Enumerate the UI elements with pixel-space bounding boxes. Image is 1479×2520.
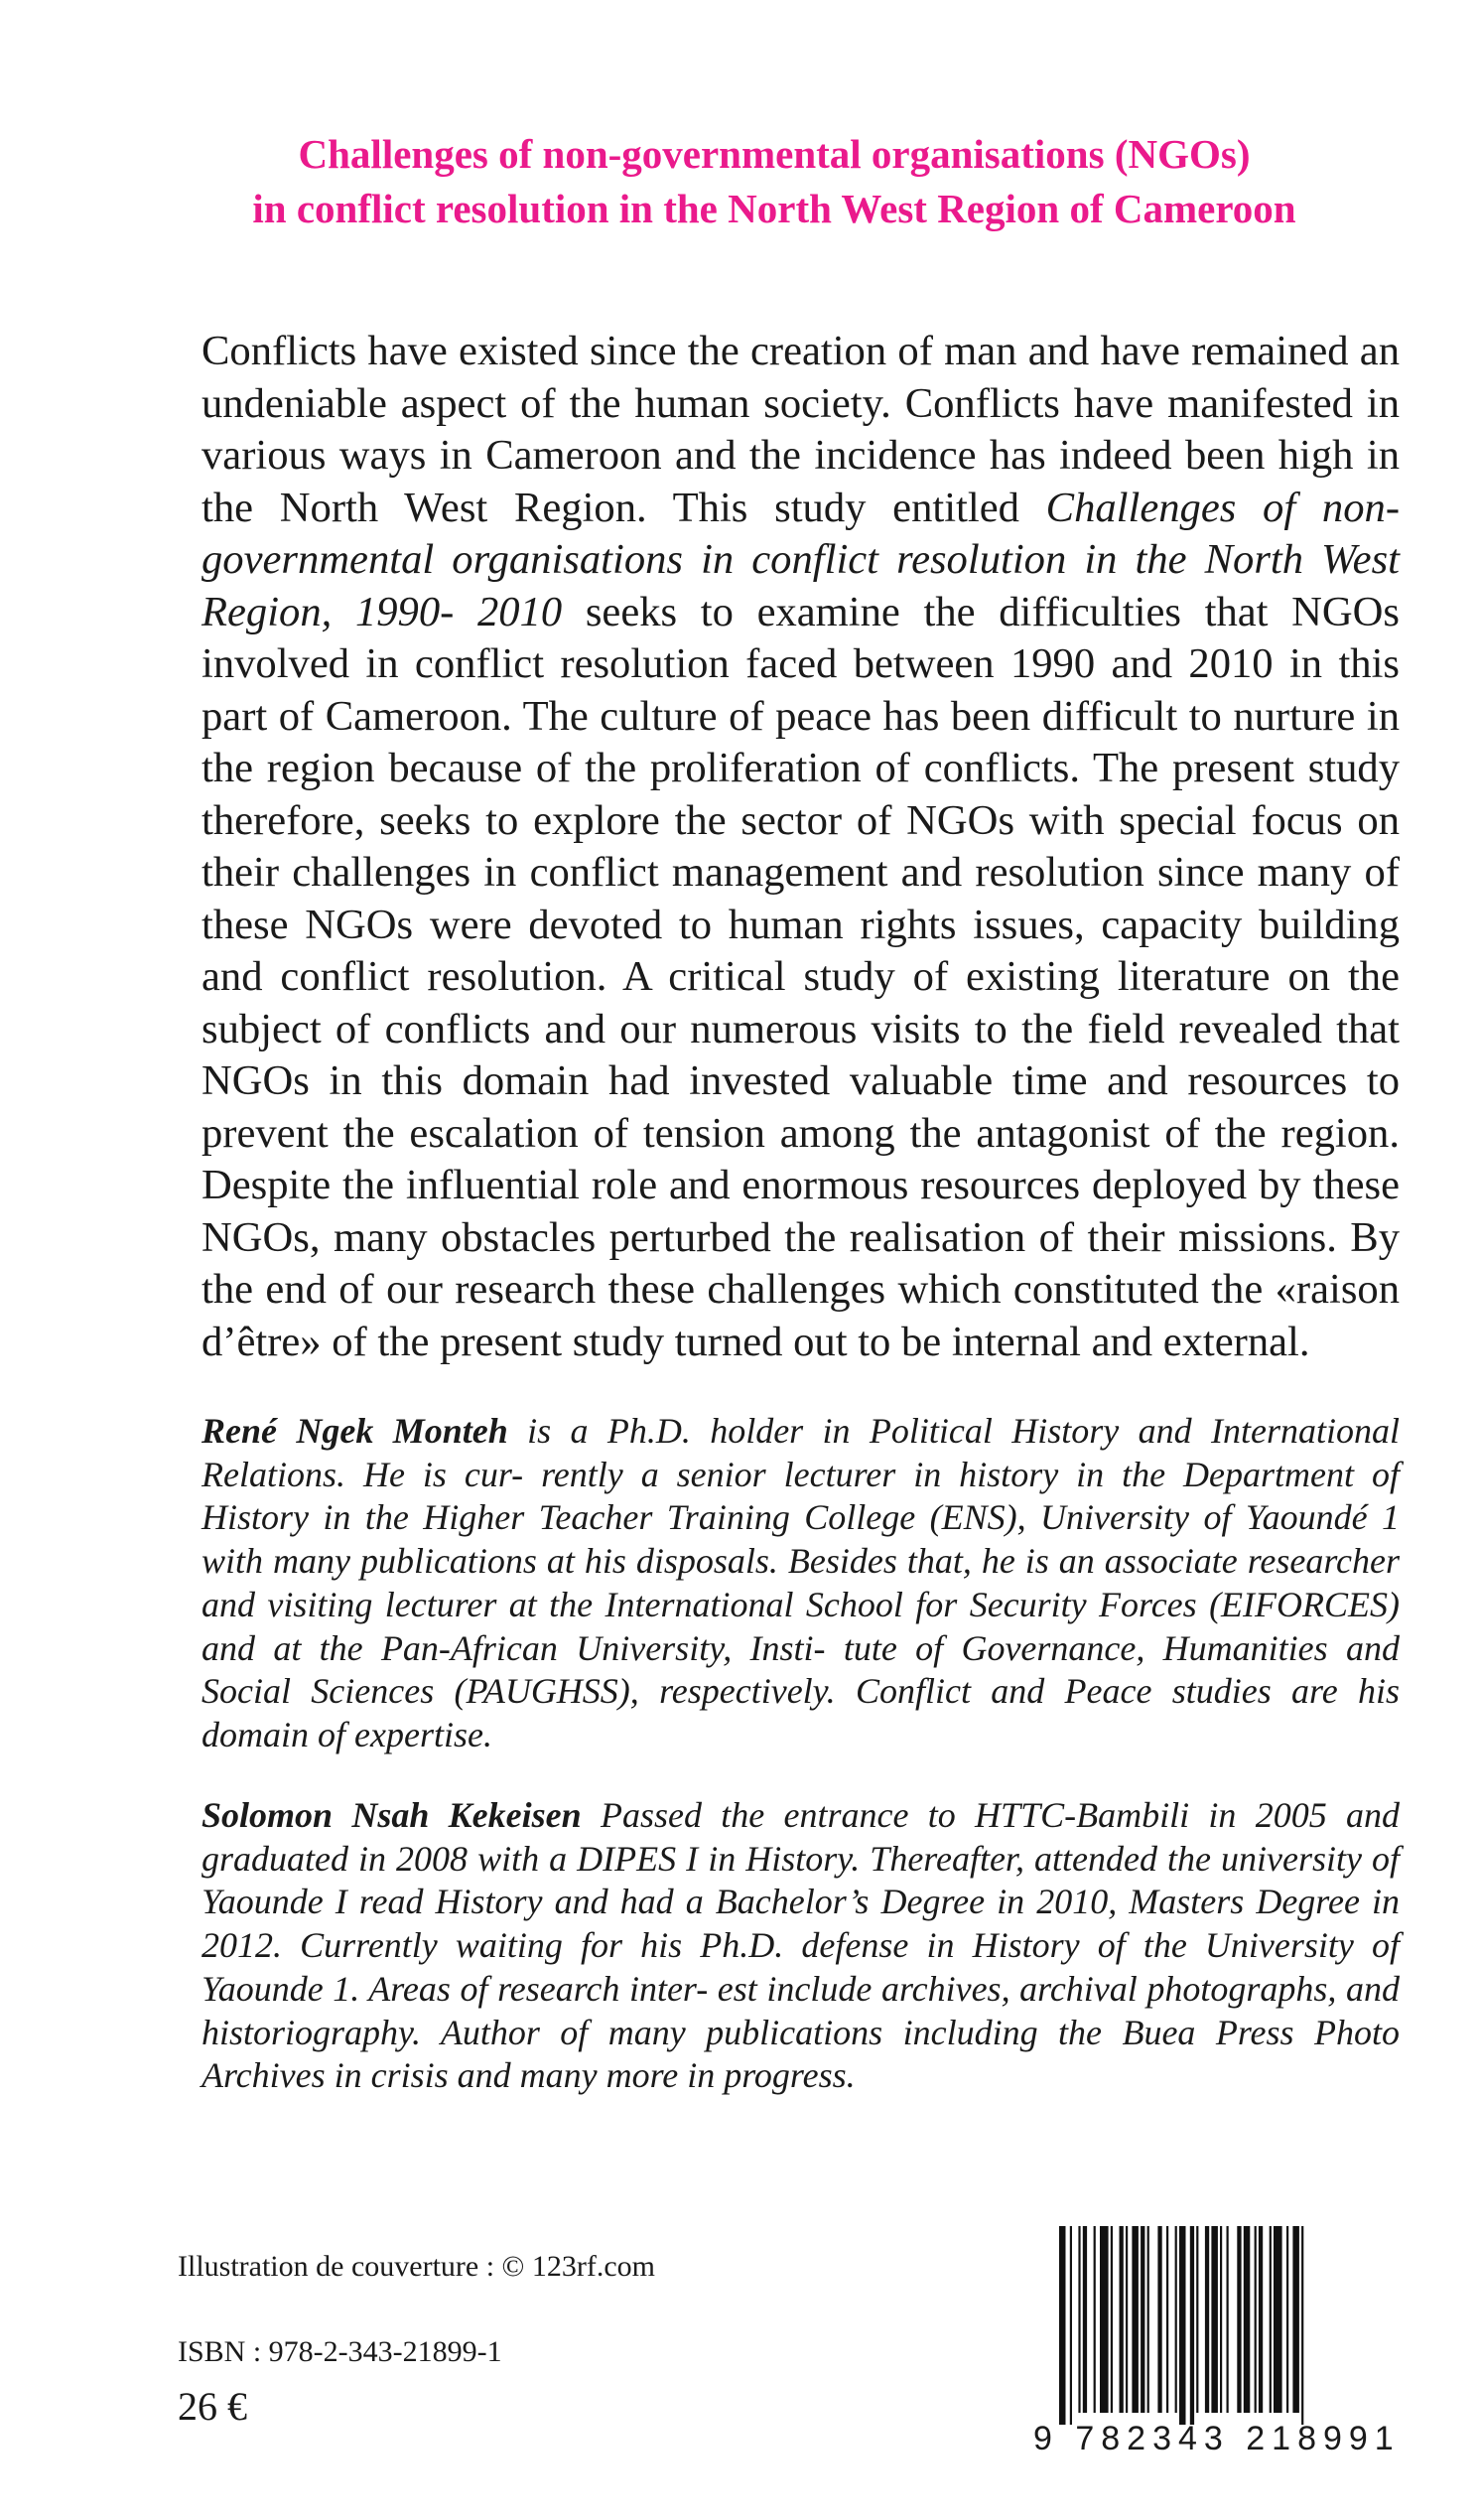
abstract-paragraph <box>202 326 1400 1368</box>
author-bio-1 <box>202 1410 1400 1757</box>
author-name-1: René Ngek Monteh <box>202 1411 508 1451</box>
barcode-bars <box>1033 2226 1401 2425</box>
author-bio-text-2: Passed the entrance to HTTC-Bambili in 2005 and graduated in 2008 with a DIPES I in History. Thereafter, attended the university of Yaounde I read History and had a Bachelor’s Degree in 2010, Masters Degree in 2012. Currently waiting for his Ph.D. defense in History of the University of Yaounde 1. Areas of research inter- est include archives, archival photographs, and historiography. Author of many publications including the Buea Press Photo Archives in crisis and many more in progress. <box>202 1795 1400 2096</box>
abstract-text-2: seeks to examine the difficulties that NGOs involved in conflict resolution faced between 1990 and 2010 in this part of Cameroon. The culture of peace has been difficult to nurture in the region because of the proliferation of conflicts. The present study therefore, seeks to explore the sector of NGOs with special focus on their challenges in conflict management and resolution since many of these NGOs were devoted to human rights issues, capacity building and conflict resolution. A critical study of existing literature on the subject of conflicts and our numerous visits to the field revealed that NGOs in this domain had invested valuable time and resources to prevent the escalation of tension among the antagonist of the region. Despite the influential role and enormous resources deployed by these NGOs, many obstacles perturbed the realisation of their missions. By the end of our research these challenges which constituted the «raison d’être» of the present study turned out to be internal and external. <box>202 588 1400 1365</box>
author-bio-2 <box>202 1794 1400 2098</box>
author-bio-text-1: is a Ph.D. holder in Political History and International Relations. He is cur- rently a senior lecturer in history in the Department of History in the Higher Teacher Training College (ENS), University of Yaoundé 1 with many publications at his disposals. Besides that, he is an associate researcher and visiting lecturer at the International School for Security Forces (EIFORCES) and at the Pan-African University, Insti- tute of Governance, Humanities and Social Sciences (PAUGHSS), respectively. Conflict and Peace studies are his domain of expertise. <box>202 1411 1400 1754</box>
isbn-label: ISBN : 978-2-343-21899-1 <box>178 2335 502 2368</box>
barcode-image <box>1033 2226 1401 2460</box>
book-title <box>149 127 1400 236</box>
title-line-1: Challenges of non-governmental organisations (NGOs) <box>298 131 1251 177</box>
title-line-2: in conflict resolution in the North West Region of Cameroon <box>252 186 1296 231</box>
abstract-text-1: Conflicts have existed since the creation of man and have remained an undeniable aspect of the human society. Conflicts have manifested in various ways in Cameroon and the incidence has indeed been high in the North West Region. This study entitled <box>202 328 1400 531</box>
barcode-digits: 9 782343 218991 <box>1033 2420 1401 2457</box>
price-label: 26 € <box>178 2384 247 2429</box>
abstract-italic-title: Challenges of non-governmental organisations in conflict resolution in the North West Region, 1990- 2010 <box>202 484 1401 635</box>
cover-illustration-credit: Illustration de couverture : © 123rf.com <box>178 2250 655 2283</box>
author-name-2: Solomon Nsah Kekeisen <box>202 1795 582 1835</box>
